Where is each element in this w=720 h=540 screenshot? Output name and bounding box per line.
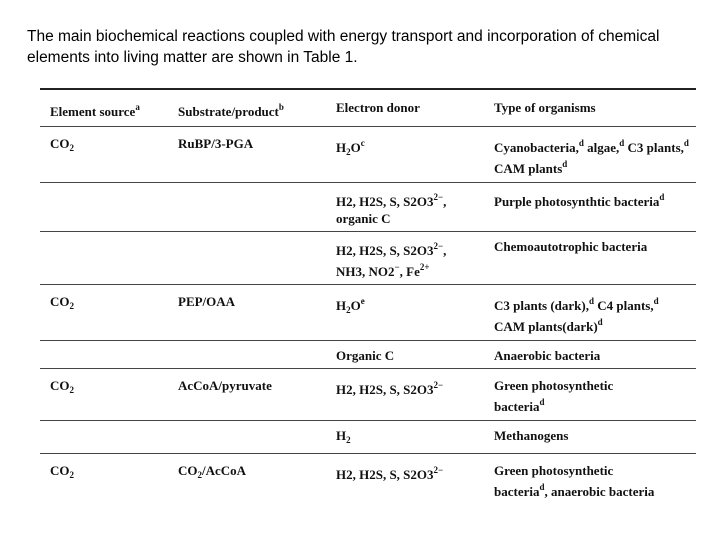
table-row [40, 183, 696, 231]
donor-cell: H2, H2S, S, $S2O3^{2-}$ [336, 465, 444, 482]
donor-cell: $H_2O^c$ [336, 138, 365, 157]
table-header-row [40, 90, 696, 126]
substrate-cell: RuBP/3-PGA [178, 136, 254, 151]
substrate-cell: AcCoA/pyruvate [178, 378, 272, 393]
organisms-cell: Green photosynthetic bacteria$^d$, anaerobic bacteria [494, 463, 655, 499]
donor-cell: H2, H2S, S, $S2O3^{2-}$ [336, 380, 444, 397]
substrate-cell: $CO_2$/AcCoA [178, 463, 247, 480]
reactions-table [40, 88, 696, 505]
header-substrate-product: Substrate/product$^b$ [178, 102, 284, 119]
organisms-cell: Green photosynthetic bacteria$^d$ [494, 378, 614, 414]
element-source-cell: $CO_2$ [50, 378, 74, 395]
table-row [40, 285, 696, 340]
caption: The main biochemical reactions coupled with energy transport and incorporation of chemical elements into living matter are shown in Table 1. [27, 28, 660, 66]
header-electron-donor: Electron donor [336, 100, 420, 115]
donor-cell: $H_2O^e$ [336, 296, 365, 315]
element-source-cell: $CO_2$ [50, 136, 74, 153]
table-row [40, 127, 696, 182]
table-row [40, 454, 696, 505]
header-element-source: Element source$^a$ [50, 102, 140, 119]
organisms-cell: C3 plants (dark),$^d$ C4 plants,$^d$ CAM plants(dark)$^d$ [494, 296, 659, 334]
donor-cell: Organic C [336, 348, 395, 363]
table-row [40, 421, 696, 453]
substrate-cell: PEP/OAA [178, 294, 236, 309]
donor-cell: H2, H2S, S, $S2O3^{2-}$, NH3, NO2−, $Fe^{2+}$ [336, 241, 447, 279]
organisms-cell: Chemoautotrophic bacteria [494, 239, 648, 254]
organisms-cell: Purple photosynthtic bacteria$^d$ [494, 192, 665, 209]
table-row [40, 232, 696, 284]
table-row [40, 369, 696, 420]
header-type-of-organisms: Type of organisms [494, 100, 596, 115]
donor-cell: $H_2$ [336, 428, 351, 445]
donor-cell: H2, H2S, S, $S2O3^{2-}$, organic C [336, 192, 447, 226]
element-source-cell: $CO_2$ [50, 294, 74, 311]
organisms-cell: Methanogens [494, 428, 569, 443]
organisms-cell: Cyanobacteria,$^d$ algae,$^d$ C3 plants,$^d$ CAM plants$^d$ [494, 138, 689, 176]
element-source-cell: $CO_2$ [50, 463, 74, 480]
organisms-cell: Anaerobic bacteria [494, 348, 601, 363]
table-row [40, 341, 696, 368]
